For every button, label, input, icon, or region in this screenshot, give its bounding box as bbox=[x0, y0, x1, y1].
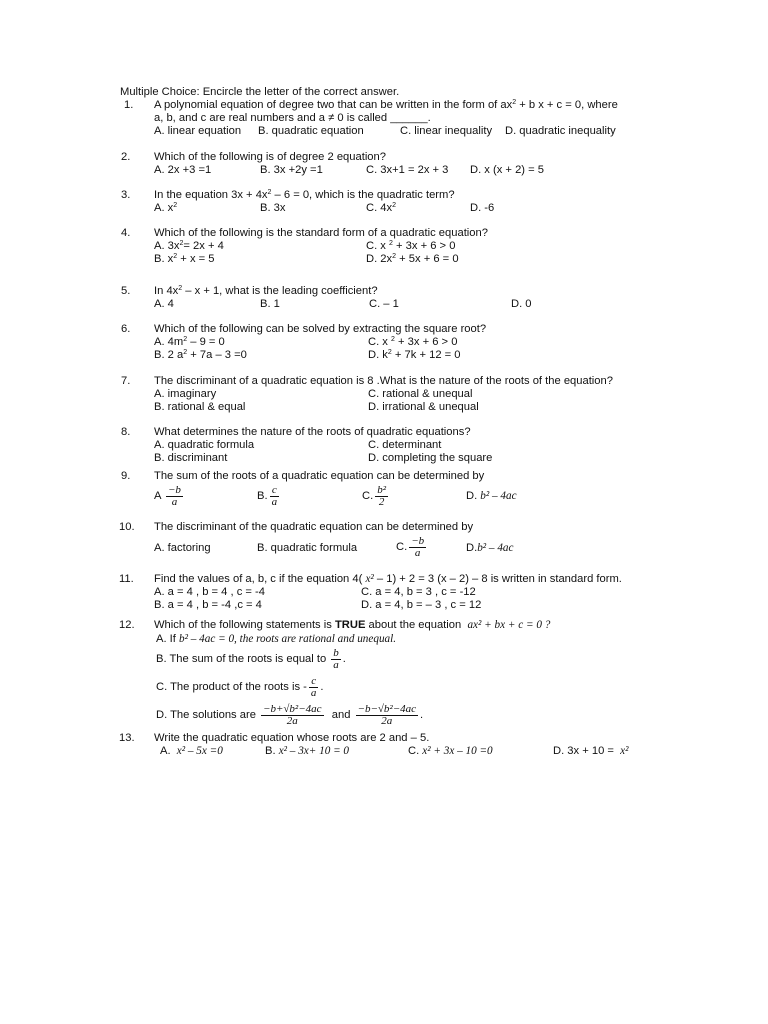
q5-option-b[interactable]: B. 1 bbox=[260, 298, 280, 310]
q5-option-d[interactable]: D. 0 bbox=[511, 298, 532, 310]
q12-number: 12. bbox=[119, 619, 135, 631]
q1-text-line2: a, b, and c are real numbers and a ≠ 0 is called ______. bbox=[154, 112, 431, 124]
q4-text: Which of the following is the standard form of a quadratic equation? bbox=[154, 227, 488, 239]
q4-option-d[interactable]: D. $2x^2 + 5x + 6 = 0$ bbox=[366, 253, 459, 265]
q11-text: Find the values of a, b, c if the equation 4( x² – 1) + 2 = 3 (x – 2) – 8 is written in standard form. bbox=[154, 573, 622, 585]
q4-option-c[interactable]: C. x $^2$ + 3x + 6 > 0 bbox=[366, 240, 456, 252]
q10-option-b[interactable]: B. quadratic formula bbox=[257, 542, 358, 554]
q9-number: 9. bbox=[121, 470, 131, 482]
q12-option-d[interactable]: D. The solutions are $\frac{\text{−b+√b²−4ac}}{2a}$ and $\frac{\text{−b−√b²−4ac}}{2a}$ . bbox=[156, 702, 424, 727]
q1-text-line1: A polynomial equation of degree two that can be written in the form of $ax^2 + b$ x + c = 0, where bbox=[154, 99, 618, 111]
q2-number: 2. bbox=[121, 151, 131, 163]
q4-number: 4. bbox=[121, 227, 131, 239]
q9-option-d[interactable]: D. b² – 4ac bbox=[466, 490, 517, 502]
q6-number: 6. bbox=[121, 323, 131, 335]
q3-number: 3. bbox=[121, 189, 131, 201]
q4-option-b[interactable]: B. $x^2 + x = 5$ bbox=[154, 253, 215, 265]
q8-option-b[interactable]: B. discriminant bbox=[154, 452, 228, 464]
q7-option-b[interactable]: B. rational & equal bbox=[154, 401, 246, 413]
q11-number: 11. bbox=[119, 573, 134, 585]
q12-option-c[interactable]: C. The product of the roots is - $\frac{c}{a}$ . bbox=[156, 674, 324, 699]
q12-text: Which of the following statements is TRUE about the equation ax² + bx + c = 0 ? bbox=[154, 619, 551, 631]
q7-number: 7. bbox=[121, 375, 131, 387]
q9-option-a[interactable]: A $\frac{-b}{a}$ bbox=[154, 483, 181, 508]
q5-number: 5. bbox=[121, 285, 131, 297]
q12-option-a[interactable]: A. If b² – 4ac = 0, the roots are rational and unequal. bbox=[156, 633, 397, 645]
q1-option-b[interactable]: B. quadratic equation bbox=[258, 125, 364, 137]
q11-option-a[interactable]: A. a = 4 , b = 4 , c = -4 bbox=[154, 586, 266, 598]
q11-option-c[interactable]: C. a = 4, b = 3 , c = -12 bbox=[361, 586, 476, 598]
q13-option-c[interactable]: C. x² + 3x – 10 =0 bbox=[408, 745, 493, 757]
instructions: Multiple Choice: Encircle the letter of the correct answer. bbox=[120, 86, 400, 98]
q8-text: What determines the nature of the roots of quadratic equations? bbox=[154, 426, 471, 438]
q5-text: In $4x^2 - x + 1$, what is the leading coefficient? bbox=[154, 285, 378, 297]
q9-option-b[interactable]: B. $\frac{c}{a}$ bbox=[257, 483, 278, 508]
q7-option-c[interactable]: C. rational & unequal bbox=[368, 388, 473, 400]
q7-option-a[interactable]: A. imaginary bbox=[154, 388, 217, 400]
q13-option-a[interactable]: A. x² – 5x =0 bbox=[160, 745, 223, 757]
q11-option-b[interactable]: B. a = 4 , b = -4 ,c = 4 bbox=[154, 599, 262, 611]
q10-option-a[interactable]: A. factoring bbox=[154, 542, 211, 554]
q3-text: In the equation $3x + 4x^2 - 6 = 0$, which is the quadratic term? bbox=[154, 189, 455, 201]
q10-option-c[interactable]: C. $\frac{-b}{a}$ bbox=[396, 534, 425, 559]
q5-option-c[interactable]: C. – 1 bbox=[369, 298, 399, 310]
q2-option-a[interactable]: A. 2x +3 =1 bbox=[154, 164, 212, 176]
q12-option-b[interactable]: B. The sum of the roots is equal to $\frac{b}{a}$ . bbox=[156, 646, 346, 671]
q6-text: Which of the following can be solved by extracting the square root? bbox=[154, 323, 487, 335]
q1-option-a[interactable]: A. linear equation bbox=[154, 125, 242, 137]
q8-option-a[interactable]: A. quadratic formula bbox=[154, 439, 255, 451]
q9-option-c[interactable]: C. $\frac{\text{b²}}{2}$ bbox=[362, 483, 386, 508]
q9-text: The sum of the roots of a quadratic equation can be determined by bbox=[154, 470, 485, 482]
q1-number: 1. bbox=[124, 99, 134, 111]
q3-option-a[interactable]: A. $x^2$ bbox=[154, 202, 178, 214]
q3-option-b[interactable]: B. 3x bbox=[260, 202, 286, 214]
q1-option-c[interactable]: C. linear inequality bbox=[400, 125, 493, 137]
q10-option-d[interactable]: D.b² – 4ac bbox=[466, 542, 514, 554]
q8-option-d[interactable]: D. completing the square bbox=[368, 452, 493, 464]
q3-option-d[interactable]: D. -6 bbox=[470, 202, 495, 214]
q10-text: The discriminant of the quadratic equation can be determined by bbox=[154, 521, 474, 533]
q8-option-c[interactable]: C. determinant bbox=[368, 439, 442, 451]
q11-option-d[interactable]: D. a = 4, b = – 3 , c = 12 bbox=[361, 599, 482, 611]
q2-option-c[interactable]: C. 3x+1 = 2x + 3 bbox=[366, 164, 449, 176]
q4-option-a[interactable]: A. $3x^2= 2x + 4$ bbox=[154, 240, 224, 252]
q6-option-d[interactable]: D. $k^2 + 7k + 12 = 0$ bbox=[368, 349, 461, 361]
q13-option-b[interactable]: B. x² – 3x+ 10 = 0 bbox=[265, 745, 350, 757]
q2-option-b[interactable]: B. 3x +2y =1 bbox=[260, 164, 323, 176]
q5-option-a[interactable]: A. 4 bbox=[154, 298, 174, 310]
q2-option-d[interactable]: D. x (x + 2) = 5 bbox=[470, 164, 544, 176]
q6-option-b[interactable]: B. 2 $a^2 + 7a - 3 =0$ bbox=[154, 349, 247, 361]
q3-option-c[interactable]: C. $4x^2$ bbox=[366, 202, 397, 214]
q7-text: The discriminant of a quadratic equation is 8 .What is the nature of the roots of the equation? bbox=[154, 375, 613, 387]
q13-number: 13. bbox=[119, 732, 135, 744]
q13-text: Write the quadratic equation whose roots are 2 and – 5. bbox=[154, 732, 430, 744]
q7-option-d[interactable]: D. irrational & unequal bbox=[368, 401, 479, 413]
q1-option-d[interactable]: D. quadratic inequality bbox=[505, 125, 616, 137]
q2-text: Which of the following is of degree 2 equation? bbox=[154, 151, 386, 163]
q6-option-a[interactable]: A. $4m^2 - 9 = 0$ bbox=[154, 336, 225, 348]
q8-number: 8. bbox=[121, 426, 131, 438]
q13-option-d[interactable]: D. 3x + 10 = x² bbox=[553, 745, 629, 757]
q6-option-c[interactable]: C. x $^2$ + 3x + 6 > 0 bbox=[368, 336, 458, 348]
q10-number: 10. bbox=[119, 521, 135, 533]
